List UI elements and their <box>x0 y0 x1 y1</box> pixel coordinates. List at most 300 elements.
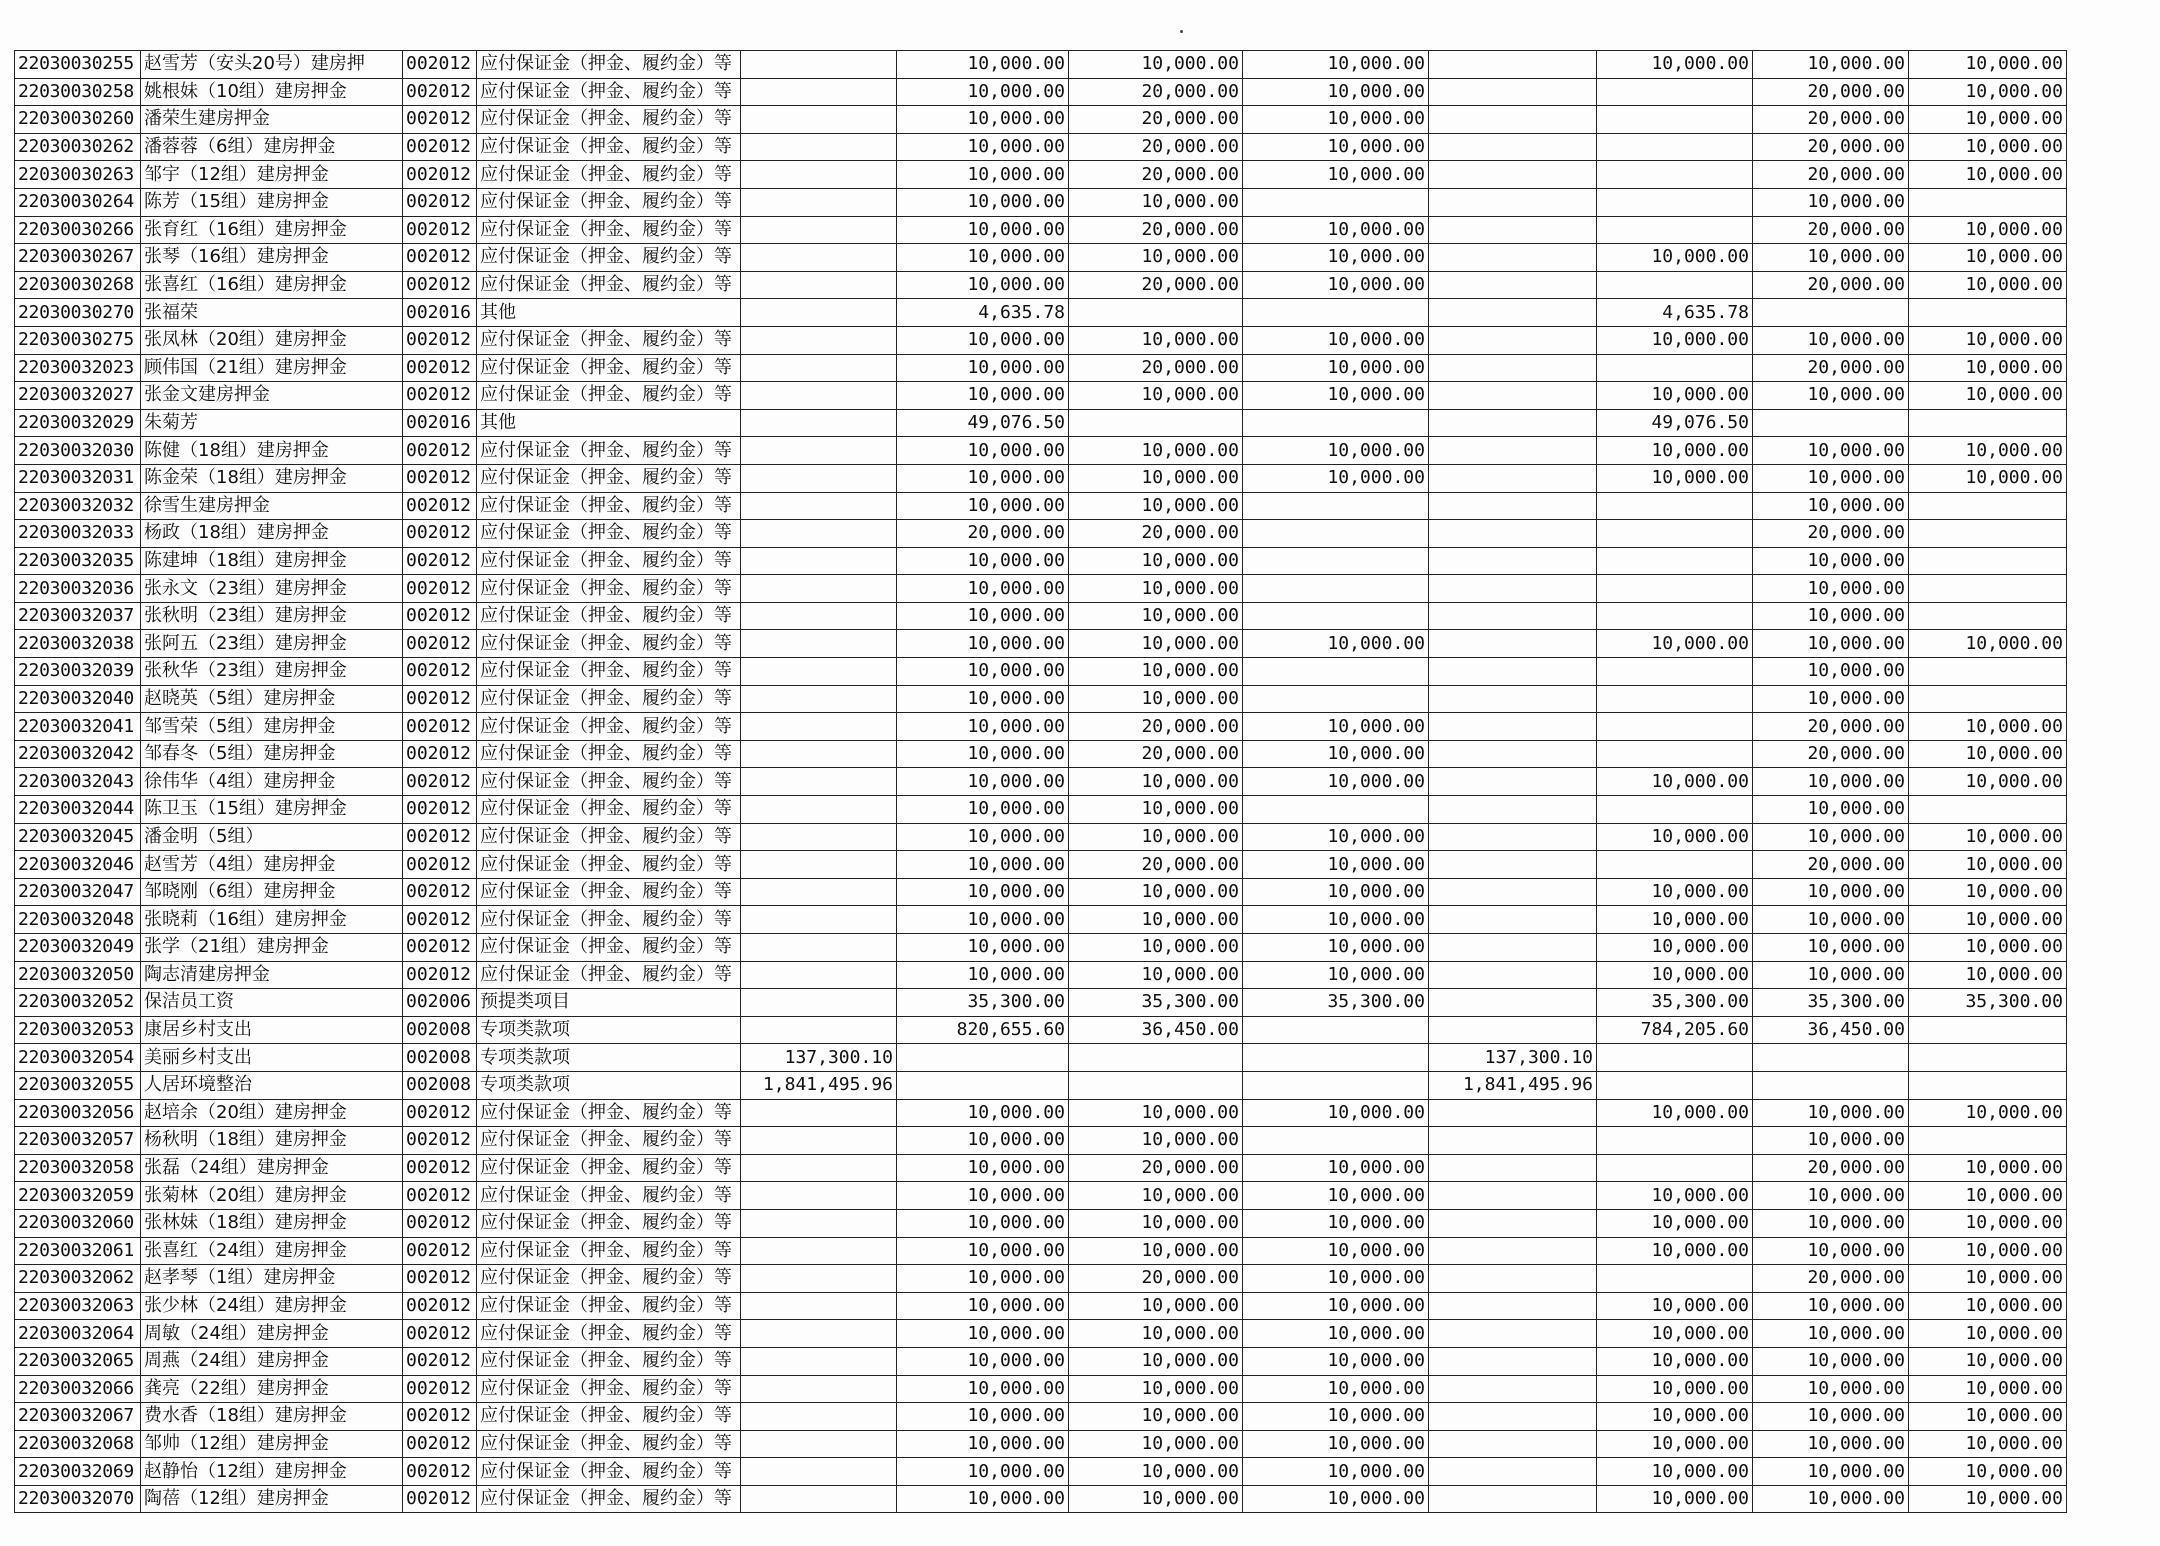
table-row <box>15 906 2067 934</box>
amount-col-3-cell: 10,000.00 <box>1069 326 1243 354</box>
account-code-cell: 22030032027 <box>15 382 141 410</box>
amount-col-4-cell <box>1243 547 1429 575</box>
amount-col-6-cell <box>1597 106 1753 134</box>
category-code-cell: 002012 <box>403 1485 477 1513</box>
amount-col-8-cell <box>1909 409 2067 437</box>
amount-col-2-cell: 10,000.00 <box>897 1237 1069 1265</box>
category-name-cell: 应付保证金（押金、履约金）等 <box>477 133 741 161</box>
amount-col-5-cell <box>1429 299 1597 327</box>
category-name-cell: 应付保证金（押金、履约金）等 <box>477 1154 741 1182</box>
amount-col-2-cell: 10,000.00 <box>897 934 1069 962</box>
amount-col-7-cell <box>1753 299 1909 327</box>
amount-col-2-cell: 10,000.00 <box>897 1403 1069 1431</box>
amount-col-1-cell <box>741 409 897 437</box>
amount-col-4-cell: 10,000.00 <box>1243 464 1429 492</box>
amount-col-5-cell <box>1429 713 1597 741</box>
table-row <box>15 1292 2067 1320</box>
amount-col-7-cell: 10,000.00 <box>1753 575 1909 603</box>
amount-col-2-cell: 10,000.00 <box>897 1347 1069 1375</box>
amount-col-1-cell <box>741 464 897 492</box>
ledger-table <box>14 50 2067 1513</box>
category-code-cell: 002012 <box>403 1265 477 1293</box>
amount-col-7-cell <box>1753 1044 1909 1072</box>
amount-col-5-cell <box>1429 685 1597 713</box>
account-name-cell: 美丽乡村支出 <box>141 1044 403 1072</box>
amount-col-1-cell <box>741 1016 897 1044</box>
account-code-cell: 22030032050 <box>15 961 141 989</box>
amount-col-8-cell <box>1909 492 2067 520</box>
amount-col-1-cell <box>741 796 897 824</box>
amount-col-8-cell: 10,000.00 <box>1909 906 2067 934</box>
account-name-cell: 张学（21组）建房押金 <box>141 934 403 962</box>
amount-col-7-cell: 10,000.00 <box>1753 382 1909 410</box>
category-code-cell: 002012 <box>403 685 477 713</box>
account-code-cell: 22030032059 <box>15 1182 141 1210</box>
amount-col-3-cell: 20,000.00 <box>1069 851 1243 879</box>
amount-col-5-cell <box>1429 409 1597 437</box>
amount-col-6-cell: 10,000.00 <box>1597 1375 1753 1403</box>
category-code-cell: 002012 <box>403 768 477 796</box>
amount-col-7-cell: 10,000.00 <box>1753 961 1909 989</box>
amount-col-6-cell: 10,000.00 <box>1597 382 1753 410</box>
account-code-cell: 22030032023 <box>15 354 141 382</box>
amount-col-4-cell: 10,000.00 <box>1243 244 1429 272</box>
table-row <box>15 961 2067 989</box>
amount-col-6-cell <box>1597 188 1753 216</box>
table-row <box>15 51 2067 79</box>
amount-col-4-cell <box>1243 299 1429 327</box>
amount-col-3-cell: 10,000.00 <box>1069 244 1243 272</box>
amount-col-3-cell: 10,000.00 <box>1069 630 1243 658</box>
amount-col-8-cell <box>1909 602 2067 630</box>
amount-col-4-cell: 10,000.00 <box>1243 51 1429 79</box>
amount-col-4-cell: 10,000.00 <box>1243 271 1429 299</box>
category-name-cell: 应付保证金（押金、履约金）等 <box>477 106 741 134</box>
amount-col-1-cell <box>741 1485 897 1513</box>
table-row <box>15 823 2067 851</box>
amount-col-7-cell: 20,000.00 <box>1753 354 1909 382</box>
amount-col-4-cell: 10,000.00 <box>1243 1485 1429 1513</box>
category-code-cell: 002012 <box>403 961 477 989</box>
category-name-cell: 应付保证金（押金、履约金）等 <box>477 575 741 603</box>
amount-col-2-cell: 10,000.00 <box>897 740 1069 768</box>
amount-col-7-cell: 10,000.00 <box>1753 1099 1909 1127</box>
table-row <box>15 1071 2067 1099</box>
account-name-cell: 张喜红（24组）建房押金 <box>141 1237 403 1265</box>
account-code-cell: 22030032046 <box>15 851 141 879</box>
amount-col-8-cell <box>1909 658 2067 686</box>
amount-col-3-cell: 10,000.00 <box>1069 437 1243 465</box>
category-name-cell: 应付保证金（押金、履约金）等 <box>477 1265 741 1293</box>
amount-col-3-cell: 20,000.00 <box>1069 1154 1243 1182</box>
amount-col-7-cell: 20,000.00 <box>1753 713 1909 741</box>
amount-col-4-cell: 10,000.00 <box>1243 851 1429 879</box>
amount-col-3-cell: 10,000.00 <box>1069 658 1243 686</box>
account-code-cell: 22030032053 <box>15 1016 141 1044</box>
account-code-cell: 22030032037 <box>15 602 141 630</box>
amount-col-5-cell <box>1429 1127 1597 1155</box>
amount-col-2-cell: 10,000.00 <box>897 216 1069 244</box>
amount-col-8-cell: 10,000.00 <box>1909 1320 2067 1348</box>
amount-col-7-cell: 10,000.00 <box>1753 906 1909 934</box>
amount-col-1-cell <box>741 685 897 713</box>
category-code-cell: 002012 <box>403 133 477 161</box>
amount-col-8-cell: 10,000.00 <box>1909 216 2067 244</box>
amount-col-4-cell: 10,000.00 <box>1243 630 1429 658</box>
amount-col-6-cell: 10,000.00 <box>1597 1320 1753 1348</box>
table-row <box>15 630 2067 658</box>
amount-col-8-cell: 10,000.00 <box>1909 161 2067 189</box>
account-name-cell: 张喜红（16组）建房押金 <box>141 271 403 299</box>
account-code-cell: 22030030264 <box>15 188 141 216</box>
amount-col-2-cell: 10,000.00 <box>897 464 1069 492</box>
amount-col-1-cell <box>741 547 897 575</box>
amount-col-7-cell: 20,000.00 <box>1753 740 1909 768</box>
amount-col-7-cell: 10,000.00 <box>1753 51 1909 79</box>
category-name-cell: 应付保证金（押金、履约金）等 <box>477 934 741 962</box>
category-name-cell: 应付保证金（押金、履约金）等 <box>477 547 741 575</box>
amount-col-3-cell: 10,000.00 <box>1069 1458 1243 1486</box>
category-code-cell: 002012 <box>403 1458 477 1486</box>
table-row <box>15 520 2067 548</box>
amount-col-1-cell <box>741 1320 897 1348</box>
account-name-cell: 赵培余（20组）建房押金 <box>141 1099 403 1127</box>
amount-col-2-cell: 10,000.00 <box>897 1127 1069 1155</box>
account-name-cell: 龚亮（22组）建房押金 <box>141 1375 403 1403</box>
amount-col-7-cell: 10,000.00 <box>1753 823 1909 851</box>
amount-col-1-cell <box>741 244 897 272</box>
amount-col-8-cell: 10,000.00 <box>1909 1458 2067 1486</box>
amount-col-3-cell: 10,000.00 <box>1069 906 1243 934</box>
amount-col-2-cell: 10,000.00 <box>897 382 1069 410</box>
amount-col-5-cell <box>1429 851 1597 879</box>
category-code-cell: 002008 <box>403 1071 477 1099</box>
account-code-cell: 22030030267 <box>15 244 141 272</box>
amount-col-6-cell <box>1597 78 1753 106</box>
amount-col-2-cell: 10,000.00 <box>897 1265 1069 1293</box>
amount-col-2-cell: 4,635.78 <box>897 299 1069 327</box>
category-name-cell: 专项类款项 <box>477 1016 741 1044</box>
amount-col-8-cell: 10,000.00 <box>1909 437 2067 465</box>
amount-col-1-cell <box>741 78 897 106</box>
table-row <box>15 768 2067 796</box>
amount-col-5-cell <box>1429 437 1597 465</box>
amount-col-4-cell: 10,000.00 <box>1243 1375 1429 1403</box>
amount-col-4-cell <box>1243 1044 1429 1072</box>
amount-col-2-cell: 10,000.00 <box>897 1485 1069 1513</box>
amount-col-3-cell: 10,000.00 <box>1069 188 1243 216</box>
amount-col-7-cell <box>1753 1071 1909 1099</box>
amount-col-8-cell <box>1909 1071 2067 1099</box>
amount-col-2-cell: 10,000.00 <box>897 602 1069 630</box>
amount-col-5-cell <box>1429 1458 1597 1486</box>
account-name-cell: 陈芳（15组）建房押金 <box>141 188 403 216</box>
account-code-cell: 22030032048 <box>15 906 141 934</box>
table-row <box>15 685 2067 713</box>
amount-col-3-cell: 20,000.00 <box>1069 106 1243 134</box>
amount-col-6-cell <box>1597 133 1753 161</box>
category-code-cell: 002012 <box>403 796 477 824</box>
category-name-cell: 预提类项目 <box>477 989 741 1017</box>
amount-col-6-cell: 10,000.00 <box>1597 630 1753 658</box>
amount-col-4-cell: 10,000.00 <box>1243 106 1429 134</box>
amount-col-6-cell: 10,000.00 <box>1597 437 1753 465</box>
amount-col-7-cell: 10,000.00 <box>1753 630 1909 658</box>
amount-col-7-cell: 10,000.00 <box>1753 1320 1909 1348</box>
category-name-cell: 应付保证金（押金、履约金）等 <box>477 906 741 934</box>
amount-col-3-cell: 10,000.00 <box>1069 1182 1243 1210</box>
category-name-cell: 专项类款项 <box>477 1044 741 1072</box>
amount-col-1-cell <box>741 1458 897 1486</box>
amount-col-4-cell <box>1243 409 1429 437</box>
amount-col-6-cell: 10,000.00 <box>1597 878 1753 906</box>
amount-col-3-cell: 10,000.00 <box>1069 1375 1243 1403</box>
amount-col-2-cell: 10,000.00 <box>897 1430 1069 1458</box>
category-name-cell: 应付保证金（押金、履约金）等 <box>477 602 741 630</box>
amount-col-1-cell <box>741 768 897 796</box>
amount-col-4-cell <box>1243 796 1429 824</box>
amount-col-5-cell <box>1429 161 1597 189</box>
category-name-cell: 应付保证金（押金、履约金）等 <box>477 1430 741 1458</box>
account-name-cell: 张晓莉（16组）建房押金 <box>141 906 403 934</box>
amount-col-1-cell <box>741 989 897 1017</box>
amount-col-5-cell <box>1429 961 1597 989</box>
table-row <box>15 1265 2067 1293</box>
category-code-cell: 002012 <box>403 1347 477 1375</box>
account-name-cell: 人居环境整治 <box>141 1071 403 1099</box>
amount-col-6-cell <box>1597 685 1753 713</box>
amount-col-3-cell: 10,000.00 <box>1069 1430 1243 1458</box>
category-code-cell: 002012 <box>403 51 477 79</box>
amount-col-4-cell <box>1243 685 1429 713</box>
amount-col-6-cell <box>1597 713 1753 741</box>
account-name-cell: 张永文（23组）建房押金 <box>141 575 403 603</box>
amount-col-6-cell: 10,000.00 <box>1597 1347 1753 1375</box>
amount-col-4-cell <box>1243 658 1429 686</box>
table-row <box>15 878 2067 906</box>
amount-col-1-cell <box>741 1099 897 1127</box>
category-name-cell: 应付保证金（押金、履约金）等 <box>477 1237 741 1265</box>
amount-col-6-cell <box>1597 547 1753 575</box>
category-code-cell: 002012 <box>403 464 477 492</box>
category-code-cell: 002012 <box>403 878 477 906</box>
table-row <box>15 133 2067 161</box>
account-code-cell: 22030030260 <box>15 106 141 134</box>
amount-col-1-cell <box>741 354 897 382</box>
amount-col-5-cell <box>1429 1485 1597 1513</box>
amount-col-5-cell <box>1429 547 1597 575</box>
category-name-cell: 应付保证金（押金、履约金）等 <box>477 464 741 492</box>
amount-col-8-cell: 10,000.00 <box>1909 464 2067 492</box>
account-name-cell: 张福荣 <box>141 299 403 327</box>
amount-col-6-cell: 10,000.00 <box>1597 1182 1753 1210</box>
category-code-cell: 002012 <box>403 906 477 934</box>
amount-col-6-cell <box>1597 1044 1753 1072</box>
category-code-cell: 002012 <box>403 658 477 686</box>
amount-col-2-cell: 10,000.00 <box>897 713 1069 741</box>
category-code-cell: 002012 <box>403 78 477 106</box>
account-name-cell: 陶蓓（12组）建房押金 <box>141 1485 403 1513</box>
amount-col-2-cell: 10,000.00 <box>897 188 1069 216</box>
amount-col-6-cell <box>1597 1154 1753 1182</box>
category-name-cell: 应付保证金（押金、履约金）等 <box>477 1292 741 1320</box>
amount-col-4-cell <box>1243 520 1429 548</box>
amount-col-5-cell <box>1429 1209 1597 1237</box>
account-name-cell: 张凤林（20组）建房押金 <box>141 326 403 354</box>
amount-col-5-cell <box>1429 326 1597 354</box>
amount-col-7-cell: 10,000.00 <box>1753 1182 1909 1210</box>
category-name-cell: 应付保证金（押金、履约金）等 <box>477 1485 741 1513</box>
table-row <box>15 78 2067 106</box>
amount-col-5-cell <box>1429 1347 1597 1375</box>
account-code-cell: 22030030258 <box>15 78 141 106</box>
category-name-cell: 应付保证金（押金、履约金）等 <box>477 1182 741 1210</box>
amount-col-6-cell: 10,000.00 <box>1597 51 1753 79</box>
account-code-cell: 22030032065 <box>15 1347 141 1375</box>
scan-speck <box>1180 30 1183 33</box>
category-code-cell: 002016 <box>403 409 477 437</box>
amount-col-7-cell: 10,000.00 <box>1753 768 1909 796</box>
account-name-cell: 张林妹（18组）建房押金 <box>141 1209 403 1237</box>
amount-col-6-cell <box>1597 161 1753 189</box>
amount-col-7-cell: 10,000.00 <box>1753 1209 1909 1237</box>
category-code-cell: 002006 <box>403 989 477 1017</box>
amount-col-6-cell: 10,000.00 <box>1597 1292 1753 1320</box>
account-name-cell: 张金文建房押金 <box>141 382 403 410</box>
amount-col-1-cell <box>741 437 897 465</box>
amount-col-7-cell: 10,000.00 <box>1753 244 1909 272</box>
amount-col-1-cell <box>741 658 897 686</box>
category-name-cell: 应付保证金（押金、履约金）等 <box>477 630 741 658</box>
account-code-cell: 22030032039 <box>15 658 141 686</box>
amount-col-7-cell: 10,000.00 <box>1753 326 1909 354</box>
amount-col-1-cell <box>741 602 897 630</box>
amount-col-1-cell <box>741 1375 897 1403</box>
amount-col-4-cell <box>1243 1127 1429 1155</box>
amount-col-2-cell: 49,076.50 <box>897 409 1069 437</box>
amount-col-7-cell: 10,000.00 <box>1753 188 1909 216</box>
table-row <box>15 1016 2067 1044</box>
account-code-cell: 22030032068 <box>15 1430 141 1458</box>
amount-col-8-cell: 10,000.00 <box>1909 382 2067 410</box>
account-code-cell: 22030032035 <box>15 547 141 575</box>
category-code-cell: 002008 <box>403 1044 477 1072</box>
amount-col-6-cell <box>1597 740 1753 768</box>
amount-col-8-cell: 10,000.00 <box>1909 106 2067 134</box>
amount-col-3-cell: 10,000.00 <box>1069 575 1243 603</box>
amount-col-2-cell: 10,000.00 <box>897 1458 1069 1486</box>
amount-col-2-cell: 10,000.00 <box>897 878 1069 906</box>
account-name-cell: 邹春冬（5组）建房押金 <box>141 740 403 768</box>
category-code-cell: 002012 <box>403 437 477 465</box>
account-name-cell: 保洁员工资 <box>141 989 403 1017</box>
account-name-cell: 康居乡村支出 <box>141 1016 403 1044</box>
category-code-cell: 002012 <box>403 1403 477 1431</box>
amount-col-4-cell <box>1243 602 1429 630</box>
account-code-cell: 22030032052 <box>15 989 141 1017</box>
category-name-cell: 应付保证金（押金、履约金）等 <box>477 851 741 879</box>
account-name-cell: 顾伟国（21组）建房押金 <box>141 354 403 382</box>
account-name-cell: 潘荣生建房押金 <box>141 106 403 134</box>
table-row <box>15 326 2067 354</box>
account-code-cell: 22030032055 <box>15 1071 141 1099</box>
amount-col-2-cell: 10,000.00 <box>897 1099 1069 1127</box>
ledger-body <box>15 51 2067 1513</box>
amount-col-2-cell: 10,000.00 <box>897 244 1069 272</box>
category-code-cell: 002012 <box>403 823 477 851</box>
amount-col-8-cell: 10,000.00 <box>1909 1099 2067 1127</box>
amount-col-7-cell: 20,000.00 <box>1753 851 1909 879</box>
account-name-cell: 徐伟华（4组）建房押金 <box>141 768 403 796</box>
amount-col-3-cell: 20,000.00 <box>1069 740 1243 768</box>
amount-col-5-cell <box>1429 630 1597 658</box>
amount-col-6-cell <box>1597 658 1753 686</box>
amount-col-6-cell <box>1597 520 1753 548</box>
account-name-cell: 张育红（16组）建房押金 <box>141 216 403 244</box>
table-row <box>15 1347 2067 1375</box>
amount-col-8-cell: 10,000.00 <box>1909 78 2067 106</box>
table-row <box>15 299 2067 327</box>
table-row <box>15 216 2067 244</box>
account-code-cell: 22030032030 <box>15 437 141 465</box>
amount-col-6-cell <box>1597 354 1753 382</box>
amount-col-8-cell: 10,000.00 <box>1909 768 2067 796</box>
amount-col-3-cell: 10,000.00 <box>1069 1485 1243 1513</box>
amount-col-1-cell <box>741 878 897 906</box>
account-name-cell: 姚根妹（10组）建房押金 <box>141 78 403 106</box>
amount-col-8-cell: 10,000.00 <box>1909 1182 2067 1210</box>
amount-col-7-cell: 10,000.00 <box>1753 1430 1909 1458</box>
category-name-cell: 应付保证金（押金、履约金）等 <box>477 244 741 272</box>
account-name-cell: 邹宇（12组）建房押金 <box>141 161 403 189</box>
amount-col-3-cell: 10,000.00 <box>1069 934 1243 962</box>
amount-col-1-cell: 1,841,495.96 <box>741 1071 897 1099</box>
account-name-cell: 陈卫玉（15组）建房押金 <box>141 796 403 824</box>
account-name-cell: 张菊林（20组）建房押金 <box>141 1182 403 1210</box>
amount-col-4-cell: 10,000.00 <box>1243 78 1429 106</box>
amount-col-2-cell: 10,000.00 <box>897 161 1069 189</box>
amount-col-5-cell <box>1429 1154 1597 1182</box>
amount-col-8-cell <box>1909 1044 2067 1072</box>
account-name-cell: 陈金荣（18组）建房押金 <box>141 464 403 492</box>
amount-col-1-cell <box>741 630 897 658</box>
amount-col-8-cell: 10,000.00 <box>1909 1209 2067 1237</box>
table-row <box>15 106 2067 134</box>
table-row <box>15 989 2067 1017</box>
category-code-cell: 002012 <box>403 1237 477 1265</box>
amount-col-1-cell <box>741 1127 897 1155</box>
amount-col-1-cell <box>741 823 897 851</box>
table-row <box>15 1430 2067 1458</box>
category-code-cell: 002008 <box>403 1016 477 1044</box>
account-name-cell: 赵静怡（12组）建房押金 <box>141 1458 403 1486</box>
amount-col-2-cell: 10,000.00 <box>897 685 1069 713</box>
category-name-cell: 应付保证金（押金、履约金）等 <box>477 161 741 189</box>
amount-col-6-cell: 10,000.00 <box>1597 961 1753 989</box>
amount-col-7-cell: 20,000.00 <box>1753 520 1909 548</box>
account-code-cell: 22030032049 <box>15 934 141 962</box>
amount-col-5-cell <box>1429 575 1597 603</box>
amount-col-6-cell <box>1597 271 1753 299</box>
amount-col-3-cell: 10,000.00 <box>1069 1099 1243 1127</box>
table-row <box>15 1209 2067 1237</box>
amount-col-2-cell: 10,000.00 <box>897 768 1069 796</box>
category-code-cell: 002012 <box>403 520 477 548</box>
account-code-cell: 22030032067 <box>15 1403 141 1431</box>
amount-col-8-cell: 10,000.00 <box>1909 713 2067 741</box>
amount-col-2-cell: 10,000.00 <box>897 1375 1069 1403</box>
table-row <box>15 1458 2067 1486</box>
